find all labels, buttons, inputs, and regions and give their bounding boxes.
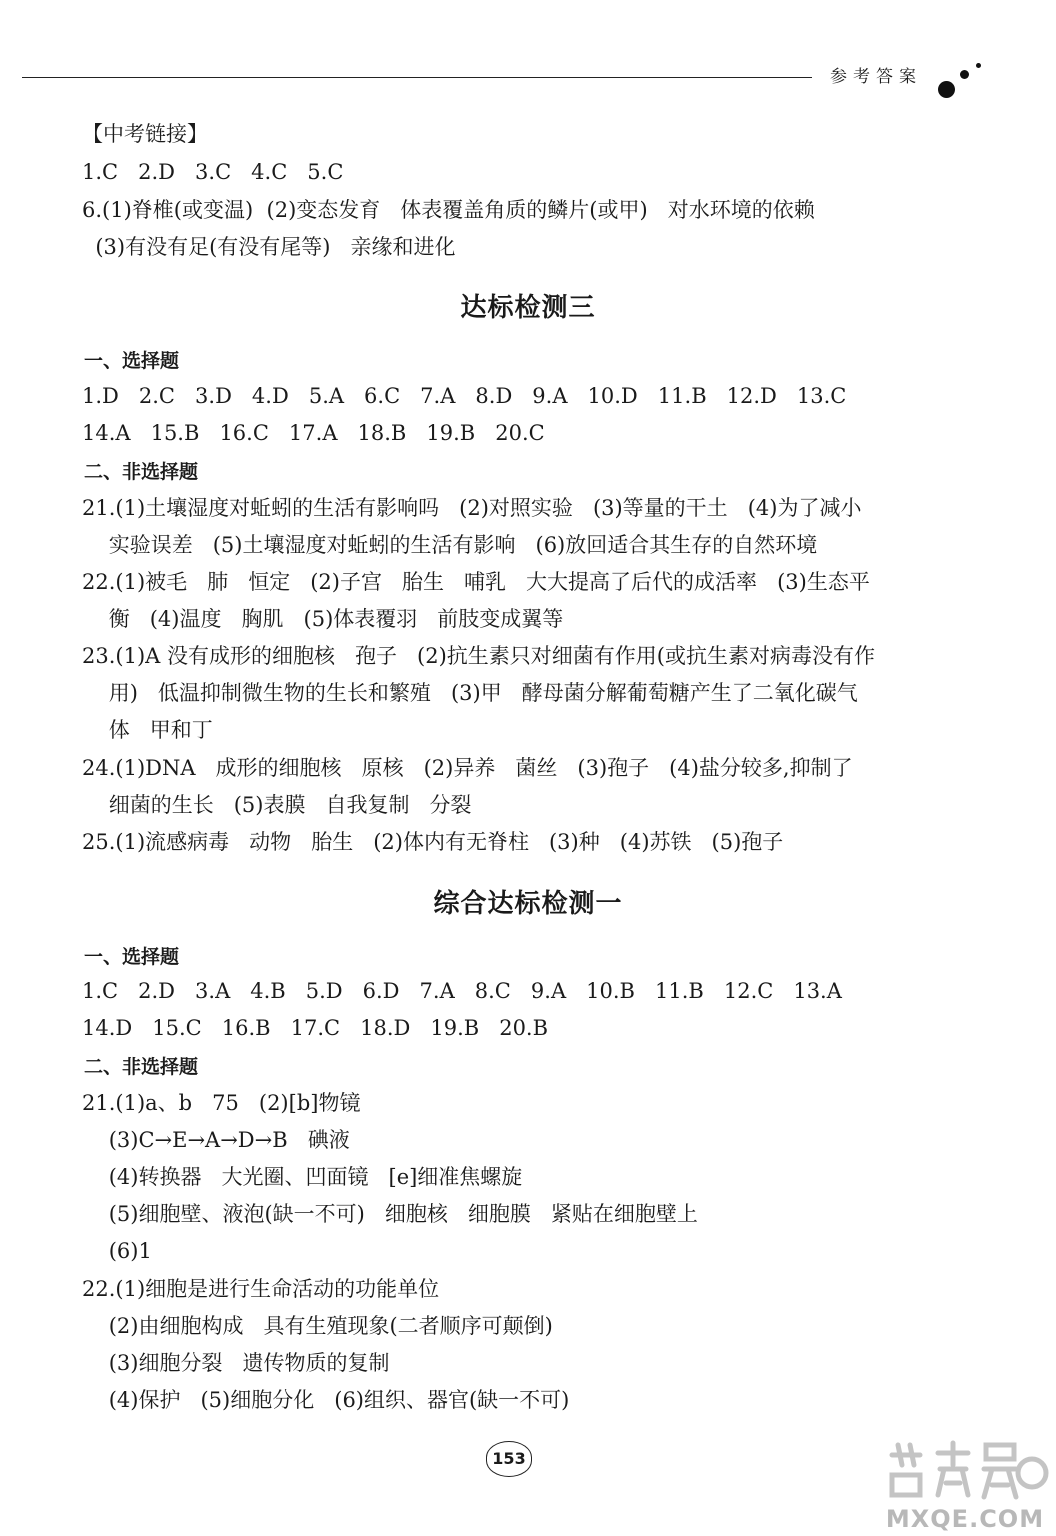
answer-line: 25.(1)流感病毒 动物 胎生 (2)体内有无脊柱 (3)种 (4)苏铁 (5)孢子 <box>82 830 784 854</box>
answer-line: (3)C→E→A→D→B 碘液 <box>82 1128 350 1152</box>
answer-line: (6)1 <box>82 1239 152 1263</box>
answer-line: 用) 低温抑制微生物的生长和繁殖 (3)甲 酵母菌分解葡萄糖产生了二氧化碳气 <box>82 681 858 705</box>
answer-line: (4)保护 (5)细胞分化 (6)组织、器官(缺一不可) <box>82 1388 570 1412</box>
answer-line: 23.(1)A 没有成形的细胞核 孢子 (2)抗生素只对细菌有作用(或抗生素对病毒没有作 <box>82 644 875 668</box>
nonchoice-heading: 二、非选择题 <box>84 1056 199 1078</box>
answer-line: 14.D 15.C 16.B 17.C 18.D 19.B 20.B <box>82 1016 549 1040</box>
header-dot-medium <box>960 70 969 79</box>
choice-heading: 一、选择题 <box>84 350 180 372</box>
section-title-3: 达标检测三 <box>460 293 596 323</box>
answer-line: 14.A 15.B 16.C 17.A 18.B 19.B 20.C <box>82 421 545 445</box>
answer-line: (5)细胞壁、液泡(缺一不可) 细胞核 细胞膜 紧贴在细胞壁上 <box>82 1202 698 1226</box>
watermark-text: MXQE.COM <box>885 1505 1045 1533</box>
answer-line: 体 甲和丁 <box>82 718 213 742</box>
watermark <box>880 1435 1050 1531</box>
answer-line: 21.(1)a、b 75 (2)[b]物镜 <box>82 1091 361 1115</box>
zhongkao-line: 6.(1)脊椎(或变温) (2)变态发育 体表覆盖角质的鳞片(或甲) 对水环境的依赖 <box>82 198 815 222</box>
answer-line: 21.(1)土壤湿度对蚯蚓的生活有影响吗 (2)对照实验 (3)等量的干土 (4)为了减小 <box>82 496 862 520</box>
answer-line: 1.C 2.D 3.A 4.B 5.D 6.D 7.A 8.C 9.A 10.B 11.B 12.C 13.A <box>82 979 842 1003</box>
header-rule <box>22 77 812 78</box>
header-dot-small <box>976 63 981 68</box>
answer-line: 实验误差 (5)土壤湿度对蚯蚓的生活有影响 (6)放回适合其生存的自然环境 <box>82 533 818 557</box>
zhongkao-line: 1.C 2.D 3.C 4.C 5.C <box>82 160 344 184</box>
answer-line: 24.(1)DNA 成形的细胞核 原核 (2)异养 菌丝 (3)孢子 (4)盐分较多,抑制了 <box>82 756 853 780</box>
choice-heading: 一、选择题 <box>84 946 180 968</box>
page-number: 153 <box>486 1441 532 1477</box>
answer-line: 细菌的生长 (5)表膜 自我复制 分裂 <box>82 793 472 817</box>
answer-line: 1.D 2.C 3.D 4.D 5.A 6.C 7.A 8.D 9.A 10.D 11.B 12.D 13.C <box>82 384 847 408</box>
header-dot-large <box>938 81 955 98</box>
section-title-comprehensive-1: 综合达标检测一 <box>433 889 623 919</box>
answer-line: 22.(1)细胞是进行生命活动的功能单位 <box>82 1277 440 1301</box>
answer-line: (2)由细胞构成 具有生殖现象(二者顺序可颠倒) <box>82 1314 553 1338</box>
header-label: 参考答案 <box>830 67 922 87</box>
zhongkao-title: 【中考链接】 <box>82 122 208 146</box>
zhongkao-line: (3)有没有足(有没有尾等) 亲缘和进化 <box>82 235 456 259</box>
watermark-logo-icon <box>880 1435 1050 1505</box>
answer-line: (4)转换器 大光圈、凹面镜 [e]细准焦螺旋 <box>82 1165 523 1189</box>
answer-line: (3)细胞分裂 遗传物质的复制 <box>82 1351 390 1375</box>
answer-line: 22.(1)被毛 肺 恒定 (2)子宫 胎生 哺乳 大大提高了后代的成活率 (3)生态平 <box>82 570 870 594</box>
answer-line: 衡 (4)温度 胸肌 (5)体表覆羽 前肢变成翼等 <box>82 607 564 631</box>
nonchoice-heading: 二、非选择题 <box>84 461 199 483</box>
